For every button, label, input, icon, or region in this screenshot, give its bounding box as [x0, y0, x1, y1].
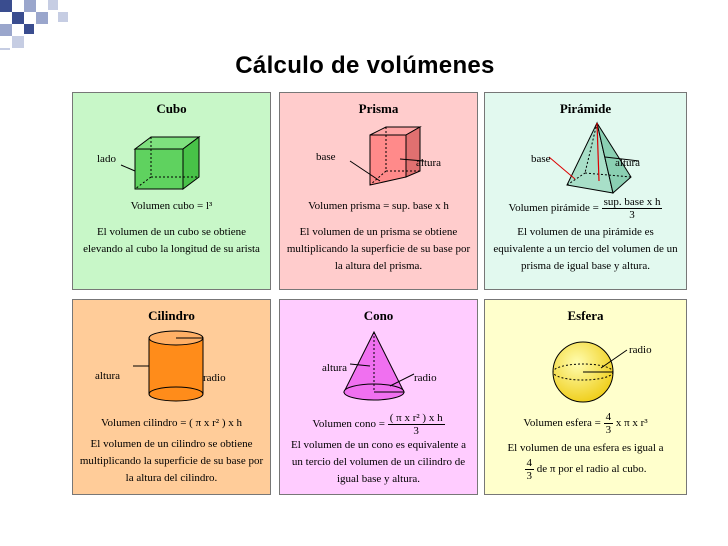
- fraction-denominator: 3: [629, 209, 635, 221]
- formula: Volumen cubo = l³: [130, 200, 213, 212]
- card-piramide: [484, 92, 687, 290]
- fraction-numerator: sup. base x h: [603, 196, 661, 208]
- fraction: [388, 412, 445, 437]
- description-fraction: [525, 457, 535, 482]
- card-title: Pirámide: [559, 101, 612, 116]
- formula-left: Volumen pirámide =: [508, 202, 599, 215]
- label-altura: altura: [322, 362, 348, 374]
- formula: [280, 412, 477, 437]
- card-esfera: [484, 299, 687, 495]
- formula: Volumen prisma = sup. base x h: [308, 200, 449, 212]
- label-radio: radio: [414, 372, 437, 384]
- formula-left: Volumen esfera =: [523, 417, 601, 430]
- fraction-denominator: 3: [526, 470, 533, 482]
- label-altura: altura: [615, 157, 641, 169]
- label-base: base: [316, 151, 336, 163]
- card-title: Esfera: [567, 308, 604, 323]
- description-line-2: [491, 457, 680, 482]
- description: El volumen de un cubo se obtiene elevando al cubo la longitud de su arista: [83, 226, 260, 255]
- description-text: de π por el radio al cubo.: [536, 463, 647, 476]
- formula-right: x π x r³: [615, 417, 648, 430]
- formula: [485, 196, 686, 221]
- card-cono: [279, 299, 478, 495]
- card-title: Cilindro: [148, 308, 195, 323]
- card-cubo: [72, 92, 271, 290]
- label-lado: lado: [97, 153, 116, 165]
- card-title: Prisma: [358, 101, 399, 116]
- formula: Volumen cilindro = ( π x r² ) x h: [100, 417, 243, 429]
- label-altura: altura: [416, 157, 442, 169]
- fraction-denominator: 3: [413, 425, 419, 437]
- description: El volumen de un cilindro se obtiene multiplicando la superficie de su base por la altura del cilindro.: [79, 438, 264, 484]
- fraction-numerator: 4: [605, 411, 612, 423]
- description: El volumen de un prisma se obtiene multiplicando la superficie de su base por la altura del prisma.: [286, 226, 471, 272]
- corner-decoration: [0, 0, 728, 50]
- page-title: Cálculo de volúmenes: [235, 52, 495, 79]
- fraction-numerator: ( π x r² ) x h: [389, 412, 443, 424]
- card-title: Cubo: [156, 101, 187, 116]
- fraction: [602, 196, 663, 221]
- cylinder-figure: [133, 328, 233, 408]
- description: [491, 440, 680, 482]
- label-altura: altura: [95, 370, 121, 382]
- formula-left: Volumen cono =: [312, 418, 385, 431]
- description: El volumen de una pirámide es equivalente a un tercio del volumen de un prisma de igual base y altura.: [493, 226, 678, 272]
- fraction-numerator: 4: [526, 457, 533, 469]
- label-radio: radio: [203, 372, 226, 384]
- description: El volumen de un cono es equivalente a un tercio del volumen de un cilindro de igual base y altura.: [290, 439, 467, 485]
- description-line-1: El volumen de una esfera es igual a: [507, 442, 664, 454]
- fraction: [604, 411, 614, 436]
- cube-figure: [103, 123, 243, 195]
- formula: [485, 411, 686, 436]
- card-prisma: [279, 92, 478, 290]
- card-title: Cono: [363, 308, 394, 323]
- label-base: base: [531, 153, 551, 165]
- fraction-denominator: 3: [605, 424, 612, 436]
- label-radio: radio: [629, 344, 652, 356]
- card-cilindro: [72, 299, 271, 495]
